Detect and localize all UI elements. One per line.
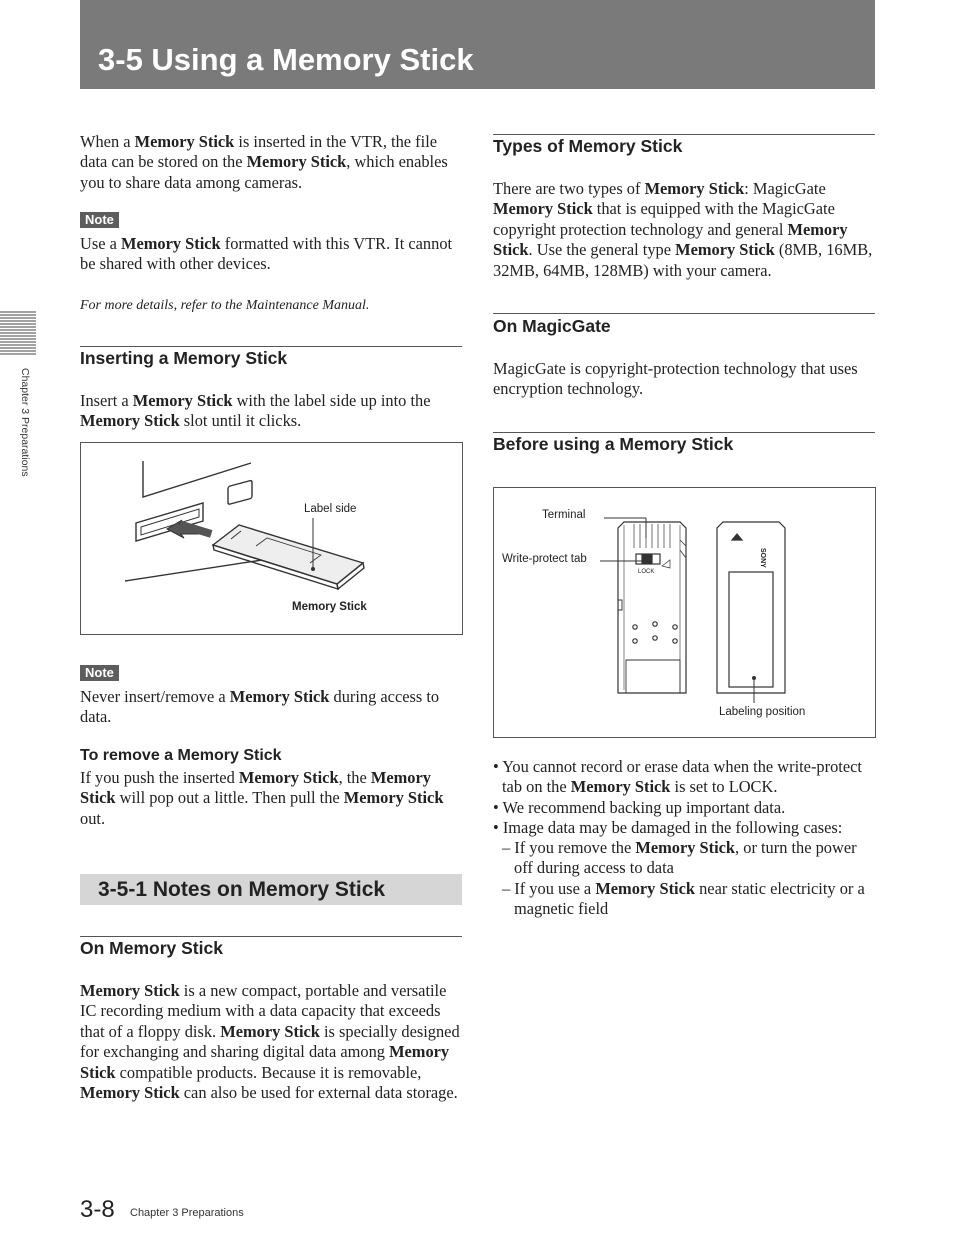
lock-marking: LOCK — [638, 569, 655, 575]
heading-rule — [493, 432, 875, 433]
page-number: 3-8 — [80, 1196, 115, 1223]
heading-inserting: Inserting a Memory Stick — [80, 348, 288, 368]
note-paragraph: Use a Memory Stick formatted with this VTR. It cannot be shared with other devices. — [80, 234, 453, 274]
insertion-illustration — [81, 443, 462, 634]
remove-paragraph: If you push the inserted Memory Stick, the Memory Stick will pop out a little. Then pull the Memory Stick out. — [80, 768, 444, 828]
heading-remove: To remove a Memory Stick — [80, 747, 282, 764]
magicgate-paragraph: MagicGate is copyright-protection technology that uses encryption technology. — [493, 359, 858, 399]
inserting-paragraph: Insert a Memory Stick with the label side up into the Memory Stick slot until it clicks. — [80, 391, 431, 431]
write-protect-caption: Write-protect tab — [502, 553, 587, 565]
insertion-figure — [80, 442, 463, 635]
memory-stick-caption: Memory Stick — [292, 601, 367, 613]
on-memory-stick-paragraph: Memory Stick is a new compact, portable and versatile IC recording medium with a data capacity that exceeds that of a floppy disk. Memory Stick is specially designed for exchanging and sharing digital data among Memory Stick compatible products. Because it is removable, Memory Stick can also be used for external data storage. — [80, 981, 460, 1103]
labeling-position-caption: Labeling position — [719, 706, 806, 718]
title-bar — [80, 0, 875, 89]
sony-logo: SONY — [759, 548, 766, 568]
heading-rule — [493, 134, 875, 135]
label-side-caption: Label side — [304, 503, 357, 515]
footer-chapter-label: Chapter 3 Preparations — [130, 1207, 244, 1219]
section-heading-bar — [80, 874, 462, 905]
terminal-caption: Terminal — [542, 509, 586, 521]
heading-rule — [80, 346, 462, 347]
heading-rule — [493, 313, 875, 314]
chapter-tab-marker — [0, 311, 36, 355]
heading-types: Types of Memory Stick — [493, 136, 683, 156]
types-paragraph: There are two types of Memory Stick: MagicGate Memory Stick that is equipped with the MagicGate copyright protection technology and general Memory Stick. Use the general type Memory Stick (8MB, 16MB, 32MB, 64MB, 128MB) with your camera. — [493, 179, 873, 280]
details-reference: For more details, refer to the Maintenance Manual. — [80, 298, 370, 313]
heading-before-using: Before using a Memory Stick — [493, 434, 734, 454]
bullet-item: • Image data may be damaged in the following cases: — [493, 818, 843, 837]
memory-stick-figure — [493, 487, 876, 738]
note-paragraph: Never insert/remove a Memory Stick during access to data. — [80, 687, 440, 727]
dash-item: – If you use a Memory Stick near static electricity or a magnetic field — [502, 879, 865, 919]
intro-paragraph: When a Memory Stick is inserted in the VTR, the file data can be stored on the Memory Stick, which enables you to share data among cameras. — [80, 132, 448, 192]
bullet-item: • You cannot record or erase data when the write-protect tab on the Memory Stick is set to LOCK. — [493, 757, 862, 797]
heading-on-memory-stick: On Memory Stick — [80, 938, 223, 958]
note-badge: Note — [80, 212, 119, 228]
note-badge: Note — [80, 665, 119, 681]
chapter-side-label: Chapter 3 Preparations — [19, 368, 31, 477]
heading-rule — [80, 936, 462, 937]
page-title: 3-5 Using a Memory Stick — [98, 42, 474, 77]
heading-magicgate: On MagicGate — [493, 316, 611, 336]
bullet-item: • We recommend backing up important data. — [493, 798, 786, 817]
section-heading: 3-5-1 Notes on Memory Stick — [98, 878, 386, 901]
dash-item: – If you remove the Memory Stick, or turn the power off during access to data — [502, 838, 857, 878]
memory-stick-illustration — [494, 488, 875, 737]
